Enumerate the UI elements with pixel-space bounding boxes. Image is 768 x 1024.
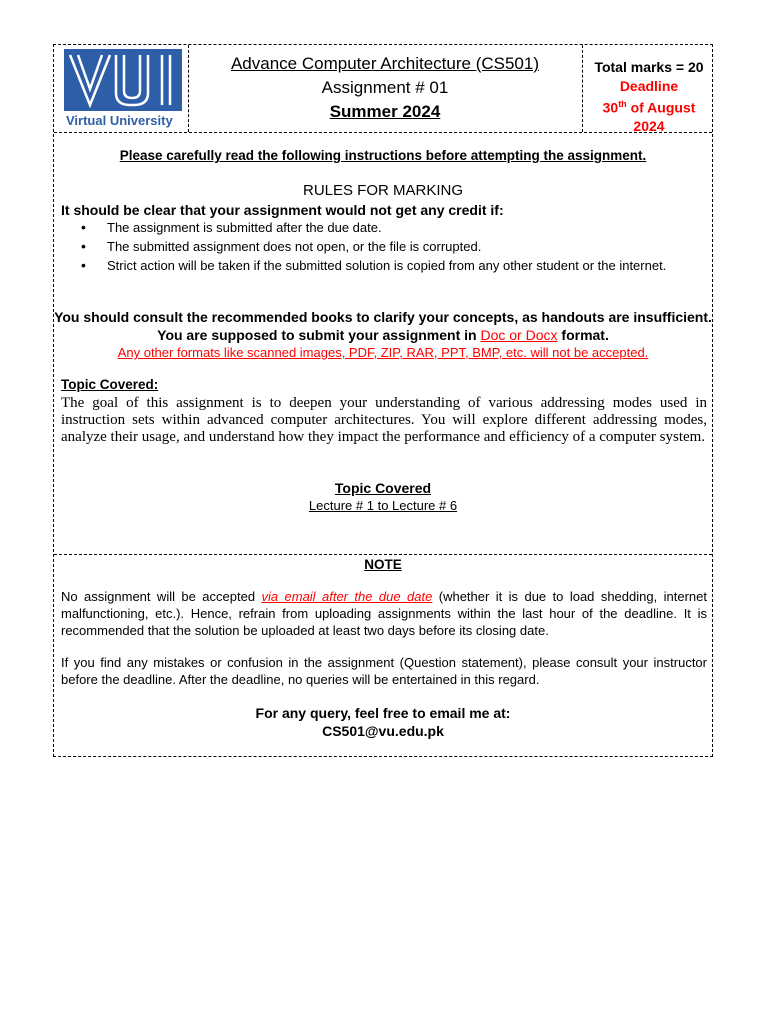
assignment-frame bbox=[53, 44, 713, 757]
header bbox=[54, 45, 712, 133]
deadline-suffix: th bbox=[618, 99, 627, 109]
instructions-heading: Please carefully read the following instructions before attempting the assignment. bbox=[119, 148, 647, 163]
list-item: • The submitted assignment does not open, or the file is corrupted. bbox=[61, 238, 707, 255]
total-marks: Total marks = 20 bbox=[594, 59, 704, 75]
assignment-number: Assignment # 01 bbox=[321, 78, 449, 97]
deadline-month: of August bbox=[626, 99, 696, 116]
note-para1-suffix: (whether it is due to load shedding, internet malfunctioning, etc.). Hence, refrain from uploading assignments within the last hour of the deadline. It is recommended that the solution be uploaded at least two days before its closing date. bbox=[61, 589, 707, 638]
submit-format: Doc or Docx bbox=[480, 327, 558, 343]
note-para1-highlight: via email after the due date bbox=[261, 589, 433, 604]
other-formats-warning: Any other formats like scanned images, PDF, ZIP, RAR, PPT, BMP, etc. will not be accepted. bbox=[117, 345, 649, 360]
deadline-date bbox=[584, 95, 714, 135]
lectures-range: Lecture # 1 to Lecture # 6 bbox=[308, 498, 458, 513]
list-item: • Strict action will be taken if the submitted solution is copied from any other student or the internet. bbox=[61, 257, 707, 274]
topic-covered-heading: Topic Covered bbox=[334, 480, 432, 496]
credit-line: It should be clear that your assignment would not get any credit if: bbox=[61, 202, 504, 218]
note-heading: NOTE bbox=[364, 557, 402, 572]
note-para1-prefix: No assignment will be accepted bbox=[61, 589, 262, 604]
rules-list bbox=[61, 219, 707, 276]
submit-format-line bbox=[54, 327, 712, 343]
note-paragraph-email bbox=[61, 588, 707, 639]
header-divider bbox=[54, 132, 712, 133]
note-paragraph-mistakes: If you find any mistakes or confusion in the assignment (Question statement), please consult your instructor before the deadline. After the deadline, no queries will be entertained in this regard. bbox=[61, 655, 707, 687]
contact-email[interactable]: CS501@vu.edu.pk bbox=[322, 723, 444, 739]
submit-suffix: format. bbox=[557, 327, 609, 343]
list-item: • The assignment is submitted after the due date. bbox=[61, 219, 707, 236]
vu-logo bbox=[64, 49, 184, 129]
rules-heading: RULES FOR MARKING bbox=[302, 182, 464, 199]
goal-paragraph: The goal of this assignment is to deepen your understanding of various addressing modes used in instruction sets within advanced computer architectures. You will explore different addressing modes, analyze their usage, and understand how they impact the performance and efficiency of a computer system. bbox=[61, 395, 707, 445]
vu-logo-emblem bbox=[64, 49, 182, 111]
semester: Summer 2024 bbox=[329, 102, 441, 121]
logo-text: Virtual University bbox=[66, 113, 173, 128]
query-line: For any query, feel free to email me at: bbox=[255, 705, 511, 721]
submit-prefix: You are supposed to submit your assignment in bbox=[157, 327, 481, 343]
deadline-day: 30 bbox=[602, 99, 619, 116]
note-divider bbox=[54, 554, 712, 555]
topic-label: Topic Covered: bbox=[61, 377, 159, 392]
deadline-year: 2024 bbox=[633, 117, 665, 134]
consult-note: You should consult the recommended books to clarify your concepts, as handouts are insufficient. bbox=[54, 309, 712, 325]
header-separator bbox=[582, 45, 583, 132]
course-title: Advance Computer Architecture (CS501) bbox=[230, 54, 540, 73]
deadline-label: Deadline bbox=[619, 78, 679, 94]
